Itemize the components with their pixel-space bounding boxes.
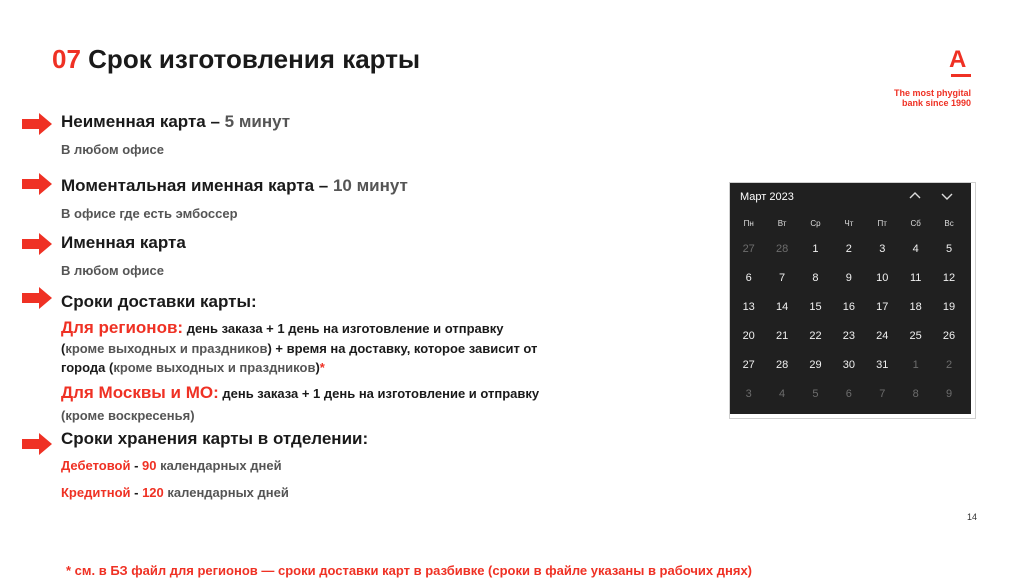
page-title [52,44,420,75]
calendar-day[interactable]: 31 [876,359,889,371]
calendar-day[interactable]: 24 [876,330,889,342]
red-arrow-icon [22,173,52,195]
red-arrow-icon [22,287,52,309]
calendar-day[interactable]: 27 [742,243,755,255]
item-note: В любом офисе [61,263,164,278]
calendar-day[interactable]: 21 [775,330,789,342]
footnote-star: * [319,360,325,375]
chevron-down-icon[interactable] [940,191,954,201]
calendar-day[interactable]: 12 [942,272,956,284]
item-heading-instant-named-card [61,176,408,196]
paren: ) [315,360,320,375]
exclusion-text: кроме выходных и праздников [65,341,268,356]
days-text: календарных дней [163,485,289,500]
calendar-day[interactable]: 19 [942,301,956,313]
logo-underline [951,74,971,77]
storage-debit [61,458,282,473]
bank-logo: А [949,46,967,73]
item-heading-named-card: Именная карта [61,233,186,252]
red-arrow-icon [22,113,52,135]
calendar-widget [730,183,971,414]
credit-label: Кредитной [61,485,131,500]
regions-lead: Для регионов: [61,318,184,337]
calendar-day[interactable]: 6 [745,272,752,284]
calendar-month[interactable]: Март 2023 [740,191,794,203]
debit-days: 90 [142,458,157,473]
calendar-day[interactable]: 14 [775,301,789,313]
separator: - [130,458,143,473]
item-note: В любом офисе [61,142,164,157]
calendar-day[interactable]: 3 [879,243,886,255]
delivery-heading: Сроки доставки карты: [61,292,257,311]
calendar-day[interactable]: 23 [842,330,855,342]
delivery-moscow-line [61,383,539,403]
days-text: календарных дней [156,458,282,473]
calendar-day[interactable]: 5 [812,388,819,400]
item-dash: – [314,176,333,195]
calendar-day[interactable]: 3 [745,388,752,400]
exclusion-text: кроме выходных и праздников [113,360,316,375]
regions-text-cont: города ( [61,360,114,375]
debit-label: Дебетовой [61,458,131,473]
footnote: * см. в БЗ файл для регионов — сроки доставки карт в разбивке (сроки в файле указаны в рабочих днях) [66,563,753,578]
storage-credit [61,485,289,500]
page-number: 14 [967,512,978,522]
calendar-day[interactable]: 16 [842,301,855,313]
moscow-note: (кроме воскресенья) [61,408,195,423]
item-title: Неименная карта [61,112,206,131]
section-title: Срок изготовления карты [88,44,421,74]
item-heading-unnamed-card [61,112,290,132]
item-time: 10 минут [332,176,408,195]
separator: - [130,485,143,500]
calendar-day[interactable]: 8 [812,272,819,284]
red-arrow-icon [22,433,52,455]
storage-heading: Сроки хранения карты в отделении: [61,429,369,448]
calendar-day[interactable]: 10 [876,272,889,284]
calendar-grid [732,213,966,409]
calendar-weekday: Вт [777,219,787,228]
calendar-day[interactable]: 29 [809,359,822,371]
regions-text: день заказа + 1 день на изготовление и отправку [183,321,504,336]
item-time: 5 минут [224,112,291,131]
item-note: В офисе где есть эмбоссер [61,206,238,221]
calendar-weekday: Пт [877,219,887,228]
calendar-day[interactable]: 11 [909,272,922,284]
calendar-day[interactable]: 7 [879,388,886,400]
delivery-regions-line-1 [61,318,503,338]
calendar-day[interactable]: 27 [742,359,755,371]
calendar-day[interactable]: 4 [779,388,786,400]
calendar-weekday: Ср [810,219,821,228]
calendar-day[interactable]: 25 [909,330,922,342]
calendar-weekday: Чт [844,219,854,228]
calendar-day[interactable]: 15 [809,301,822,313]
paren: ( [61,341,66,356]
calendar-day[interactable]: 7 [779,272,786,284]
tagline-line-1: The most phygital [893,88,971,98]
calendar-day[interactable]: 17 [876,301,889,313]
calendar-day[interactable]: 30 [842,359,855,371]
calendar-day[interactable]: 9 [945,388,953,400]
calendar-day[interactable]: 2 [945,359,953,371]
credit-days: 120 [142,485,164,500]
calendar-day[interactable]: 26 [942,330,956,342]
calendar-day[interactable]: 18 [909,301,922,313]
calendar-day[interactable]: 6 [845,388,852,400]
calendar-day[interactable]: 22 [809,330,822,342]
calendar-day[interactable]: 20 [742,330,755,342]
regions-text-cont: ) + время на доставку, которое зависит от [267,341,538,356]
delivery-regions-line-3 [61,360,325,375]
calendar-day[interactable]: 1 [912,359,919,371]
calendar-day[interactable]: 1 [812,243,819,255]
moscow-lead: Для Москвы и МО: [61,383,219,402]
delivery-regions-line-2 [61,341,537,356]
bank-tagline [860,88,971,108]
tagline-line-2: bank since 1990 [901,98,971,108]
moscow-text: день заказа + 1 день на изготовление и отправку [218,386,540,401]
calendar-day[interactable]: 5 [945,243,953,255]
calendar-day[interactable]: 28 [775,359,789,371]
calendar-day[interactable]: 28 [775,243,789,255]
calendar-day[interactable]: 13 [742,301,755,313]
item-title: Моментальная именная карта [61,176,315,195]
calendar-day[interactable]: 9 [845,272,852,284]
calendar-weekday: Сб [910,219,921,228]
calendar-day[interactable]: 4 [912,243,919,255]
item-dash: – [205,112,225,131]
section-number: 07 [52,44,81,74]
chevron-up-icon[interactable] [908,191,922,201]
calendar-day[interactable]: 2 [845,243,852,255]
red-arrow-icon [22,233,52,255]
calendar-weekday: Пн [743,219,754,228]
calendar-day[interactable]: 8 [912,388,919,400]
calendar-weekday: Вс [944,219,954,228]
